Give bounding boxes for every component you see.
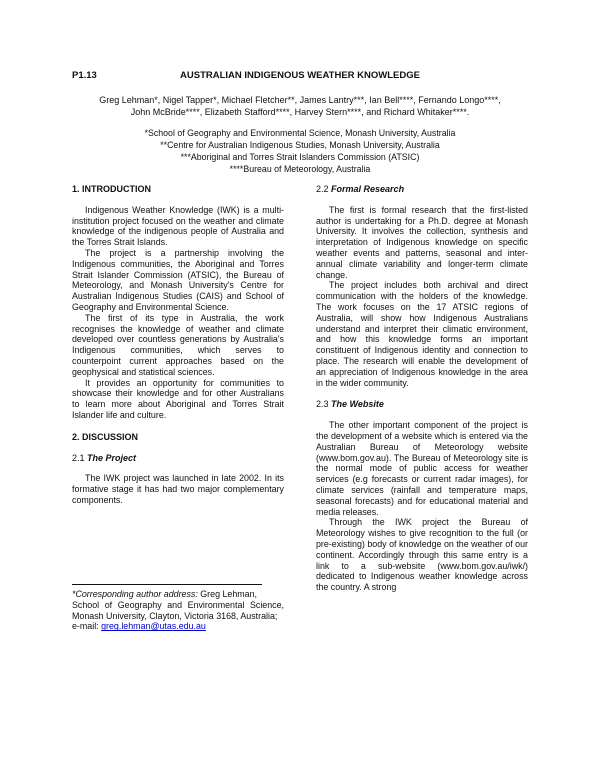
subsection-number: 2.2 (316, 184, 329, 194)
right-column (316, 184, 528, 593)
subsection-heading-project (72, 453, 284, 464)
subsection-title: The Project (87, 452, 137, 463)
author-list (72, 94, 528, 118)
affiliation-1: *School of Geography and Environmental Science, Monash University, Australia (144, 128, 456, 138)
subsection-number: 2.1 (72, 452, 85, 463)
paragraph: The project is a partnership involving the Indigenous communities, the Aboriginal and Torres Strait Islander Commission (ATSIC), the Bureau of Meteorology, and Monash University's Centre for Australian Indigenous Studies (CAIS) and School of Geography and Environmental Science. (72, 247, 284, 312)
subsection-heading-website (316, 399, 528, 410)
corresponding-author-footnote (72, 584, 284, 632)
subsection-heading-formal-research (316, 184, 528, 195)
paragraph: The first of its type in Australia, the work recognises the knowledge of weather and climate developed over countless generations by Australia's Indigenous communities, which serves to counterpoint current approaches based on the geophysical and statistical sciences. (72, 312, 284, 377)
affiliations (72, 127, 528, 175)
paragraph: Indigenous Weather Knowledge (IWK) is a multi-institution project focused on the weather and climate knowledge of the indigenous people of Australia and the Torres Strait Islands. (72, 204, 284, 248)
footnote-label: *Corresponding author address: (72, 589, 198, 599)
paper-title: AUSTRALIAN INDIGENOUS WEATHER KNOWLEDGE (180, 70, 420, 81)
subsection-title: The Website (331, 399, 384, 410)
paper-id: P1.13 (72, 70, 97, 81)
left-column (72, 184, 284, 506)
section-heading-introduction: 1. INTRODUCTION (72, 184, 152, 194)
paragraph: The project includes both archival and direct communication with the holders of the knowledge. The work focuses on the 17 ATSIC regions of Australia, will show how Indigenous Australians understand and interpret their climatic environment, and how this knowledge forms an important constituent of Indigenous identity and connection to place. The research will enable the development of an appreciation of Indigenous knowledge in the area in the wider community. (316, 280, 528, 388)
section-heading-discussion: 2. DISCUSSION (72, 431, 139, 442)
subsection-number: 2.3 (316, 399, 329, 410)
footnote-rule (72, 584, 262, 585)
affiliation-2: **Centre for Australian Indigenous Studies, Monash University, Australia (160, 140, 440, 150)
authors-line-2: John McBride****, Elizabeth Stafford****, Harvey Stern****, and Richard Whitaker****. (130, 107, 470, 117)
footnote-author-name: Greg Lehman, (197, 589, 258, 599)
subsection-title: Formal Research (331, 184, 405, 194)
paragraph: The first is formal research that the first-listed author is undertaking for a Ph.D. degree at Monash University. It involves the collection, synthesis and interpretation of Indigenous knowledge on specific weather events and patterns, seasonal and inter-annual climate variability and longer-term climate change. (316, 204, 528, 280)
paragraph: The other important component of the project is the development of a website which is entered via the Australian Bureau of Meteorology website (www.bom.gov.au). The Bureau of Meteorology site is the normal mode of public access for weather services (e.g forecasts or current radar images), for climate services (rainfall and temperature maps, seasonal forecasts) and for educational material and media releases. (316, 420, 528, 517)
footnote-email-label: e-mail: (72, 621, 99, 632)
paragraph: Through the IWK project the Bureau of Meteorology wishes to give recognition to the full (or pre-existing) body of knowledge on the weather of our continent. Accordingly through this same entry is a link to a sub-website (www.bom.gov.au/iwk/) dedicated to Indigenous weather knowledge across the country. A strong (316, 517, 528, 593)
paragraph: It provides an opportunity for communities to showcase their knowledge and for other Australians to learn more about Aboriginal and Torres Strait Islander life and culture. (72, 377, 284, 420)
authors-line-1: Greg Lehman*, Nigel Tapper*, Michael Fletcher**, James Lantry***, Ian Bell****, Fernando Longo****, (99, 95, 501, 105)
footnote-address: School of Geography and Environmental Science, Monash University, Clayton, Victoria 3168, Australia; (72, 599, 284, 621)
email-link[interactable]: greg.lehman@utas.edu.au (101, 621, 206, 632)
affiliation-4: ****Bureau of Meteorology, Australia (229, 164, 371, 174)
affiliation-3: ***Aboriginal and Torres Strait Islanders Commission (ATSIC) (180, 152, 420, 162)
paragraph: The IWK project was launched in late 2002. In its formative stage it has had two major complementary components. (72, 473, 284, 505)
